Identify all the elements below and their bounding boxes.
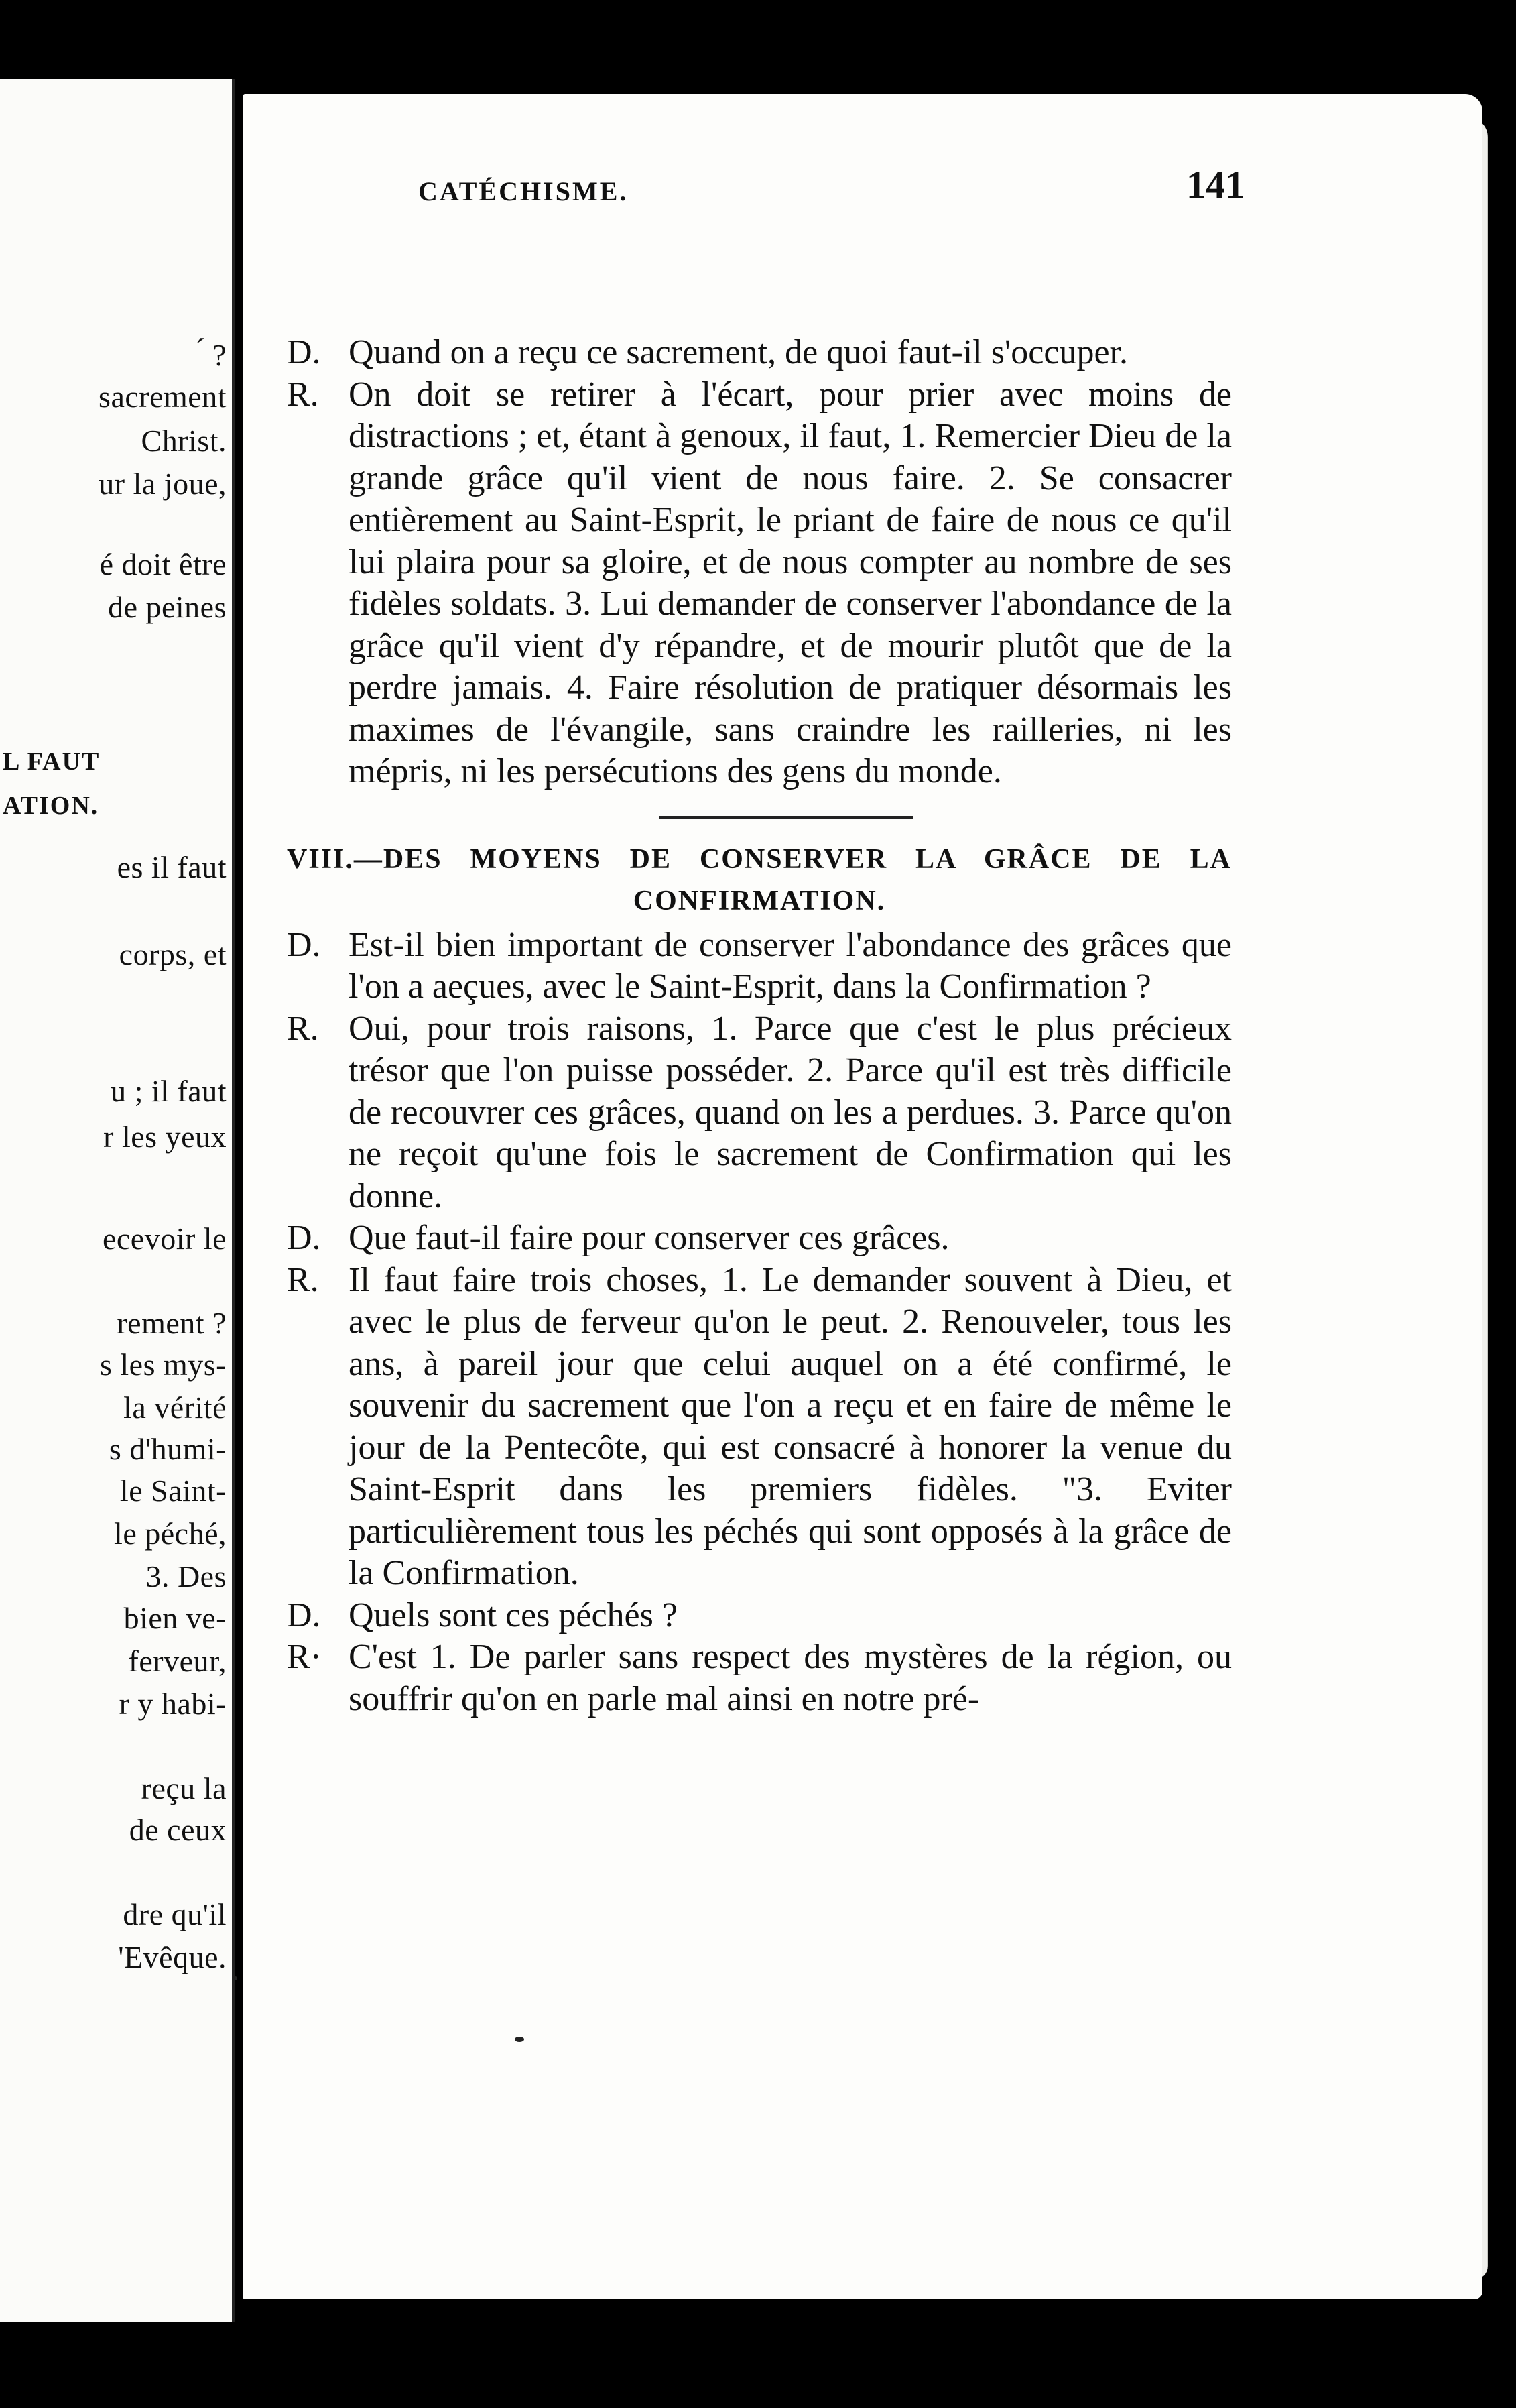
answer-block: [287, 1636, 1232, 1720]
answer-label: R.: [287, 1260, 319, 1299]
left-fragment: s d'humi-: [109, 1432, 227, 1466]
left-fragment: ur la joue,: [99, 467, 227, 501]
left-fragment: 'Evêque.: [118, 1940, 227, 1974]
question-label: D.: [287, 333, 321, 371]
left-fragment: ATION.: [3, 792, 99, 820]
left-fragment: la vérité: [123, 1390, 227, 1425]
answer-block: [287, 1260, 1232, 1595]
section-heading-line: CONFIRMATION.: [633, 885, 886, 916]
question-text: Quels sont ces péchés ?: [349, 1596, 678, 1634]
answer-block: [287, 1008, 1232, 1218]
body-text: [287, 332, 1232, 1720]
left-fragment: é doit être: [99, 547, 227, 581]
answer-text: On doit se retirer à l'écart, pour prier avec moins de distractions ; et, étant à genoux, il faut, 1. Remercier Dieu de la grande grâce qu'il vient de nous faire. 2. Se consacrer entièrement au Saint-Esprit, le priant de faire de nous ce qu'il lui plaira pour sa gloire, et de nous compter au nombre de ses fidèles soldats. 3. Lui demander de conserver l'abondance de la grâce qu'il vient d'y répandre, et de mourir plutôt que de la perdre jamais. 4. Faire résolution de pratiquer désormais les maximes de l'évangile, sans craindre les railleries, ni les mépris, ni les persécutions des gens du monde.: [349, 375, 1232, 790]
question-label: D.: [287, 925, 321, 964]
left-fragment: s les mys-: [100, 1347, 227, 1382]
ink-speck: [515, 2037, 524, 2042]
question-block: [287, 1595, 1232, 1637]
page-number: 141: [1186, 163, 1245, 206]
answer-text: Oui, pour trois raisons, 1. Parce que c'est le plus précieux trésor que l'on puisse posséder. 2. Parce qu'il est très difficile de recouvrer ces grâces, quand on les a perdues. 3. Parce qu'on ne reçoit qu'une fois le sacrement de Confirmation qui les donne.: [349, 1009, 1232, 1215]
left-fragment: 3. Des: [145, 1559, 227, 1593]
question-block: [287, 332, 1232, 374]
section-divider: [659, 816, 913, 819]
section-heading-line: VIII.—DES MOYENS DE CONSERVER LA GRÂCE DE LA: [287, 843, 1232, 875]
question-text: Quand on a reçu ce sacrement, de quoi faut-il s'occuper.: [349, 333, 1128, 371]
answer-block: [287, 374, 1232, 793]
left-fragment: dre qu'il: [123, 1897, 227, 1931]
left-fragment: le Saint-: [119, 1473, 227, 1508]
ink-speck: [233, 1976, 237, 1980]
left-fragment: ecevoir le: [102, 1221, 227, 1256]
left-fragment: u ; il faut: [111, 1074, 227, 1108]
question-block: [287, 1217, 1232, 1260]
left-fragment: de ceux: [129, 1813, 227, 1847]
left-fragment: L FAUT: [3, 747, 101, 776]
left-fragment: es il faut: [117, 850, 227, 884]
answer-label: R.: [287, 1009, 319, 1048]
answer-label: R.: [287, 375, 319, 414]
left-fragment: corps, et: [119, 937, 227, 971]
question-block: [287, 924, 1232, 1008]
left-fragment: r les yeux: [103, 1120, 227, 1154]
answer-text: Il faut faire trois choses, 1. Le demander souvent à Dieu, et avec le plus de ferveur qu'on le peut. 2. Renouveler, tous les ans, à pareil jour que celui auquel on a été confirmé, le souvenir du sacrement que l'on a reçu et en faire de même le jour de la Pentecôte, qui est consacré à honorer la venue du Saint-Esprit dans les premiers fidèles. "3. Eviter particulièrement tous les péchés qui sont opposés à la grâce de la Confirmation.: [349, 1260, 1232, 1592]
left-fragment: sacrement: [99, 379, 227, 414]
answer-label: R·: [287, 1638, 322, 1676]
left-fragment: ́ ?: [204, 338, 227, 372]
left-fragment: reçu la: [141, 1771, 227, 1805]
question-text: Que faut-il faire pour conserver ces grâces.: [349, 1219, 950, 1257]
question-label: D.: [287, 1219, 321, 1257]
left-page: [0, 79, 235, 2322]
left-fragment: ferveur,: [128, 1644, 227, 1678]
question-label: D.: [287, 1596, 321, 1634]
left-fragment: r y habi-: [119, 1687, 227, 1721]
question-text: Est-il bien important de conserver l'abondance des grâces que l'on a aeçues, avec le Saint-Esprit, dans la Confirmation ?: [349, 925, 1232, 1006]
left-fragment: le péché,: [114, 1516, 227, 1551]
left-fragment: rement ?: [117, 1306, 227, 1340]
section-heading: [287, 839, 1232, 922]
answer-text: C'est 1. De parler sans respect des mystères de la région, ou souffrir qu'on en parle mal ainsi en notre pré-: [349, 1638, 1232, 1718]
left-fragment: de peines: [108, 590, 227, 624]
running-header: CATÉCHISME.: [418, 176, 629, 206]
left-fragment: Christ.: [141, 424, 227, 458]
left-fragment: bien ve-: [123, 1601, 227, 1635]
